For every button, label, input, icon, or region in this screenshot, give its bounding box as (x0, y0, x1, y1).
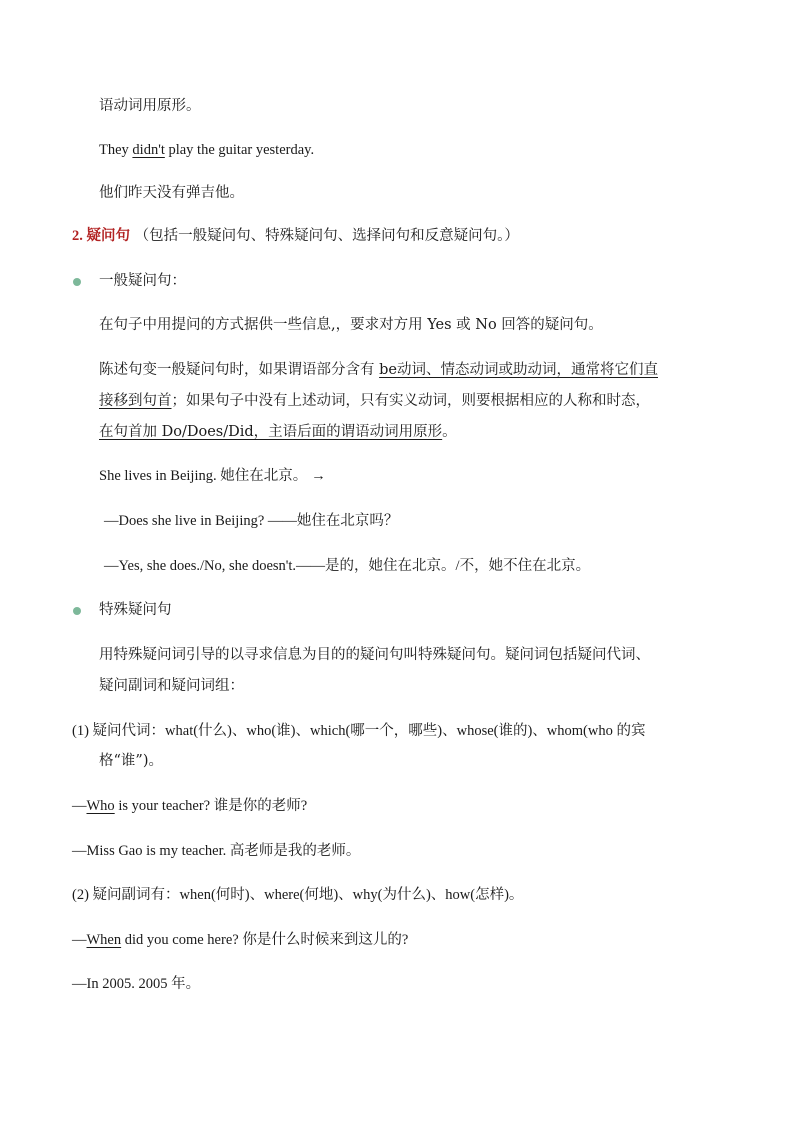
text: play the guitar yesterday. (164, 142, 315, 158)
example-question (104, 511, 398, 531)
text: —Miss Gao is my teacher. 高老师是我的老师。 (72, 843, 361, 859)
text: 陈述句变一般疑问句时，如果谓语部分含有 (99, 362, 380, 378)
text: ；如果句子中没有上述动词，只有实义动词，则要根据相应的人称和时态， (171, 393, 650, 409)
text: They (99, 142, 133, 158)
paragraph-line (99, 360, 658, 380)
paragraph-line (99, 676, 244, 696)
numbered-item-continuation (99, 751, 163, 771)
underlined-text: be动词、情态动词或助动词，通常将它们直 (379, 362, 658, 378)
text: 。 (442, 424, 457, 440)
underlined-text: didn't (132, 142, 165, 158)
text: — (72, 932, 87, 948)
paragraph-line (99, 315, 603, 335)
paragraph-line (99, 645, 650, 665)
subheading (99, 600, 172, 620)
text: 用特殊疑问词引导的以寻求信息为目的的疑问句叫特殊疑问句。疑问词包括疑问代词、 (99, 647, 650, 663)
heading-note: （包括一般疑问句、特殊疑问句、选择问句和反意疑问句。） (134, 228, 519, 244)
underlined-text: Who (86, 798, 115, 814)
text: —Yes, she does./No, she doesn't.——是的，她住在北京。/不，她不住在北京。 (104, 558, 591, 574)
text: —In 2005. 2005 年。 (72, 976, 201, 992)
underlined-text: When (86, 932, 122, 948)
text: She lives in Beijing. 她住在北京。 (99, 468, 308, 484)
underlined-text: 接移到句首 (99, 393, 172, 409)
text: 语动词用原形。 (99, 98, 201, 114)
paragraph-line (99, 391, 650, 411)
numbered-item (72, 721, 645, 741)
text: 在句子中用提问的方式据供一些信息,，要求对方用 Yes 或 No 回答的疑问句。 (99, 317, 603, 333)
text: 格“谁”)。 (99, 753, 163, 769)
text: did you come here? 你是什么时候来到这儿的? (121, 932, 409, 948)
text: — (72, 798, 87, 814)
example-answer (104, 556, 590, 576)
text: 一般疑问句： (99, 273, 186, 289)
underlined-text: 在句首加 Do/Does/Did，主语后面的谓语动词用原形 (99, 424, 443, 440)
subheading (99, 271, 186, 291)
text: 疑问副词和疑问词组： (99, 678, 244, 694)
right-arrow-icon: → (311, 468, 326, 484)
section-heading (72, 226, 519, 246)
example-question (72, 796, 307, 816)
example-answer (72, 974, 200, 994)
example-sentence (99, 466, 326, 486)
bullet-dot (73, 278, 81, 286)
example-question (72, 930, 408, 950)
example-sentence (99, 140, 314, 160)
heading-title: 2. 疑问句 (72, 228, 130, 244)
text: (1) 疑问代词：what(什么)、who(谁)、which(哪一个，哪些)、whose(谁的)、whom(who 的宾 (72, 723, 646, 739)
text: (2) 疑问副词有：when(何时)、where(何地)、why(为什么)、how(怎样)。 (72, 887, 524, 903)
paragraph-line (99, 422, 457, 442)
numbered-item (72, 885, 523, 905)
text: —Does she live in Beijing? ——她住在北京吗？ (104, 513, 399, 529)
bullet-dot (73, 607, 81, 615)
text: 特殊疑问句 (99, 602, 172, 618)
text: is your teacher? 谁是你的老师? (114, 798, 308, 814)
text: 他们昨天没有弹吉他。 (99, 185, 244, 201)
translation (99, 183, 244, 203)
example-answer (72, 841, 360, 861)
text-line (99, 96, 201, 116)
